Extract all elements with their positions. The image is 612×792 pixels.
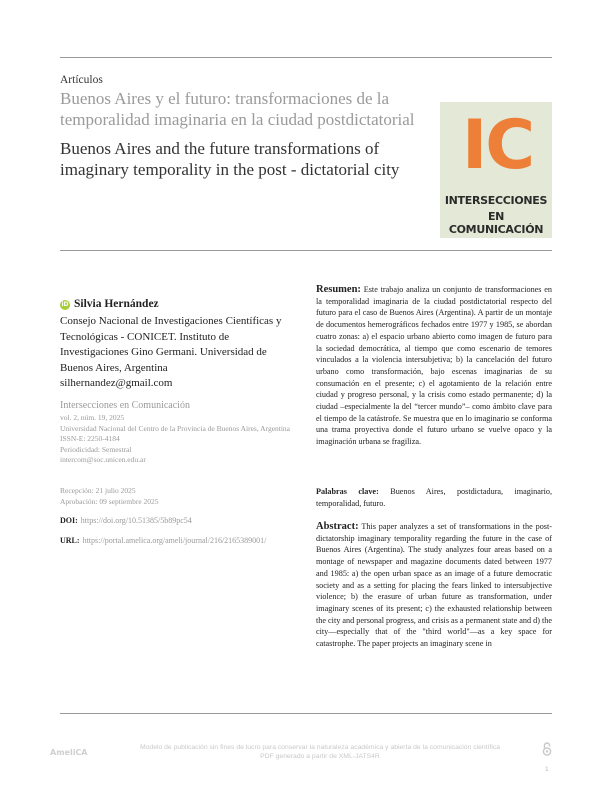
footer-text bbox=[110, 743, 530, 761]
article-dates bbox=[60, 486, 292, 507]
abstract-es-text: Este trabajo analiza un conjunto de transformaciones en la temporalidad imaginaria de la ciudad postdictatorial respecto del futuro para el caso de Buenos Aires (Argentina). A partir de un montaje de documentos hemerográficos fechados entre 1977 y 1985, se abordan cuatro zonas: a) el espacio urbano abierto como imagen de futuro para la sociedad democrática, al tiempo que como escenario de temores vinculados a la violencia intersubjetiva; b) la cancelación del futuro urbano como transformación, bajo escenas imaginarias de su consumación en el presente; c) el agotamiento de la relación entre ciudad y progreso personal, y la crisis como estado permanente; d) la ciudad –especialmente la del “tercer mundo”– como ámbito clave para el tiempo de la catástrofe. Se muestra que en lo imaginario se conforma una trama proyectiva donde el futuro urbano se vuelve opaco y la imaginación urbana se fragiliza. bbox=[316, 285, 553, 447]
journal-periodicity: Periodicidad: Semestral bbox=[60, 444, 132, 454]
top-rule bbox=[60, 57, 552, 58]
abstract-en-label: Abstract: bbox=[316, 521, 359, 532]
section-label: Artículos bbox=[60, 74, 103, 86]
footer-line-1: Modelo de publicación sin fines de lucro para conservar la naturaleza académica y abierta de la comunicación científica bbox=[139, 744, 501, 751]
page-number: 1 bbox=[545, 766, 549, 773]
approved-date: Aprobación: 09 septiembre 2025 bbox=[60, 496, 159, 506]
journal-meta bbox=[60, 413, 292, 466]
url-line bbox=[60, 536, 292, 545]
doi-link[interactable]: https://doi.org/10.51385/5b89pc54 bbox=[80, 516, 192, 525]
author-name bbox=[60, 298, 292, 310]
keywords-label: Palabras clave: bbox=[316, 487, 379, 496]
amelica-logo: AmeliCA bbox=[50, 748, 88, 757]
open-access-icon bbox=[542, 742, 552, 756]
received-date: Recepción: 21 julio 2025 bbox=[60, 486, 136, 495]
journal-contact[interactable]: intercom@soc.unicen.edu.ar bbox=[60, 455, 146, 464]
journal-issn: ISSN-E: 2250-4184 bbox=[60, 434, 120, 443]
doi-line bbox=[60, 516, 292, 525]
footer-rule bbox=[60, 713, 552, 714]
logo-line-2: EN COMUNICACIÓN bbox=[448, 210, 544, 236]
journal-volume: vol. 2, núm. 19, 2025 bbox=[60, 413, 125, 422]
abstract-english bbox=[316, 521, 552, 650]
logo-mark: IC bbox=[462, 106, 534, 185]
author-name-text: Silvia Hernández bbox=[74, 298, 159, 310]
url-label: URL: bbox=[60, 536, 80, 545]
author-email[interactable]: silhernandez@gmail.com bbox=[60, 377, 173, 389]
abstract-spanish bbox=[316, 284, 552, 448]
title-english: Buenos Aires and the future transformations of imaginary temporality in the post - dictatorial city bbox=[60, 139, 400, 179]
journal-name: Intersecciones en Comunicación bbox=[60, 400, 190, 411]
logo-line-1: INTERSECCIONES bbox=[444, 194, 548, 207]
title-spanish: Buenos Aires y el futuro: transformaciones de la temporalidad imaginaria en la ciudad postdictatorial bbox=[60, 89, 415, 129]
journal-logo bbox=[440, 102, 552, 238]
url-link[interactable]: https://portal.amelica.org/ameli/journal/216/2165389001/ bbox=[82, 536, 267, 545]
affiliation-text: Consejo Nacional de Investigaciones Científicas y Tecnológicas - CONICET. Instituto de Investigaciones Gino Germani. Universidad de Buenos Aires, Argentina bbox=[60, 315, 282, 374]
abstract-en-text: This paper analyzes a set of transformations in the post-dictatorship imaginary temporality regarding the future in the case of Buenos Aires (Argentina). The study analyzes four areas based on a montage of newspaper and magazine documents dated between 1977 and 1985: a) the open urban space as an image of a future democratic society and as a setting for placing the fears linked to intersubjective violence; b) the erasure of urban future as transformation, under imaginary scenes of its present; c) the exhausted relationship between the city and personal progress, and crisis as a permanent state and d) the city—especially that of the "third world"—as a key space for catastrophe. The paper projects an imaginary scene in bbox=[316, 522, 552, 649]
footer-line-2: PDF generado a partir de XML-JATS4R bbox=[260, 753, 380, 760]
keywords-text: Buenos Aires, postdictadura, imaginario, temporalidad, futuro. bbox=[316, 487, 553, 508]
abstract-es-label: Resumen: bbox=[316, 284, 361, 295]
orcid-icon[interactable]: iD bbox=[61, 301, 69, 308]
keywords bbox=[316, 486, 552, 509]
header-divider bbox=[60, 250, 552, 251]
author-affiliation bbox=[60, 314, 292, 392]
doi-label: DOI: bbox=[60, 516, 78, 525]
journal-publisher: Universidad Nacional del Centro de la Provincia de Buenos Aires, Argentina bbox=[60, 423, 291, 433]
